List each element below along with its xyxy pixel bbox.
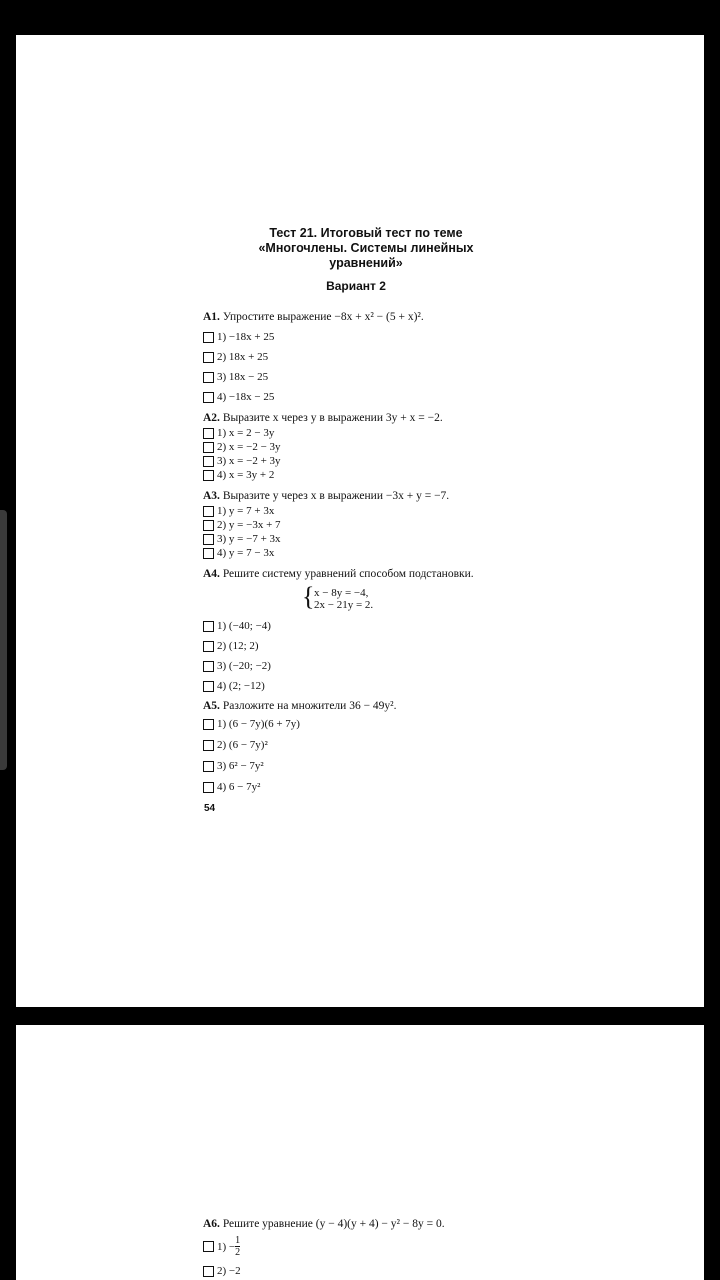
answer-option[interactable]	[203, 680, 265, 692]
option-label: 3) 18x − 25	[217, 371, 269, 383]
answer-option[interactable]	[203, 620, 271, 632]
option-label: 1) −18x + 25	[217, 331, 275, 343]
fraction-numerator: 1	[235, 1235, 241, 1246]
answer-option[interactable]	[203, 427, 274, 439]
answer-option[interactable]	[203, 660, 271, 672]
answer-option[interactable]	[203, 455, 281, 467]
option-label: 1) (−40; −4)	[217, 620, 271, 632]
question-text: Разложите на множители 36 − 49y².	[222, 700, 397, 712]
answer-option[interactable]	[203, 640, 259, 652]
scanned-page-1	[16, 35, 704, 1007]
option-label: 2) x = −2 − 3y	[217, 441, 281, 453]
question-id: A5.	[203, 700, 220, 712]
test-title-line-1: Тест 21. Итоговый тест по теме	[269, 226, 463, 240]
answer-option[interactable]	[203, 371, 268, 383]
equation-line-1: x − 8y = −4,	[314, 587, 369, 599]
question-id: A2.	[203, 412, 220, 424]
variant-heading: Вариант 2	[326, 279, 386, 293]
answer-option[interactable]	[203, 505, 274, 517]
option-label: 4) −18x − 25	[217, 391, 275, 403]
checkbox[interactable]	[203, 520, 214, 531]
checkbox[interactable]	[203, 470, 214, 481]
answer-option[interactable]	[203, 739, 268, 751]
answer-option[interactable]	[203, 351, 268, 363]
option-label: 1) y = 7 + 3x	[217, 505, 275, 517]
answer-option[interactable]	[203, 519, 281, 531]
answer-option[interactable]	[203, 547, 274, 559]
question-id: A4.	[203, 568, 220, 580]
checkbox[interactable]	[203, 740, 214, 751]
checkbox[interactable]	[203, 372, 214, 383]
answer-option[interactable]	[203, 1235, 240, 1258]
equation-system	[302, 582, 374, 611]
question-text: Решите уравнение (y − 4)(y + 4) − y² − 8y = 0.	[222, 1218, 445, 1230]
checkbox[interactable]	[203, 661, 214, 672]
checkbox[interactable]	[203, 1266, 214, 1277]
answer-option[interactable]	[203, 1265, 241, 1277]
question-text: Упростите выражение −8x + x² − (5 + x)².	[222, 311, 424, 323]
test-title-line-2: «Многочлены. Системы линейных	[258, 241, 474, 255]
question-id: A6.	[203, 1218, 220, 1230]
scanned-page-2	[16, 1025, 704, 1280]
equation-line-2: 2x − 21y = 2.	[314, 599, 374, 611]
question-id: A1.	[203, 311, 220, 323]
question-a3	[203, 490, 449, 502]
option-label: 2) y = −3x + 7	[217, 519, 281, 531]
fraction-denominator: 2	[235, 1247, 241, 1258]
checkbox[interactable]	[203, 782, 214, 793]
question-a4	[203, 568, 474, 580]
checkbox[interactable]	[203, 428, 214, 439]
option-label: 2) (12; 2)	[217, 640, 259, 652]
option-label: 3) y = −7 + 3x	[217, 533, 281, 545]
answer-option[interactable]	[203, 760, 264, 772]
option-label: 2) (6 − 7y)²	[217, 739, 268, 751]
checkbox[interactable]	[203, 621, 214, 632]
answer-option[interactable]	[203, 331, 274, 343]
option-label: 1) x = 2 − 3y	[217, 427, 275, 439]
option-label: 1) −	[217, 1240, 236, 1253]
answer-option[interactable]	[203, 781, 260, 793]
checkbox[interactable]	[203, 548, 214, 559]
question-a2	[203, 412, 443, 424]
checkbox[interactable]	[203, 506, 214, 517]
option-label: 4) y = 7 − 3x	[217, 547, 275, 559]
option-label: 4) 6 − 7y²	[217, 781, 261, 793]
fraction	[235, 1235, 240, 1258]
option-label: 2) 18x + 25	[217, 351, 269, 363]
page-number: 54	[204, 803, 216, 814]
option-label: 1) (6 − 7y)(6 + 7y)	[217, 718, 300, 730]
question-a5	[203, 700, 397, 712]
checkbox[interactable]	[203, 352, 214, 363]
option-label: 4) x = 3y + 2	[217, 469, 275, 481]
answer-option[interactable]	[203, 533, 281, 545]
answer-option[interactable]	[203, 469, 274, 481]
question-id: A3.	[203, 490, 220, 502]
checkbox[interactable]	[203, 534, 214, 545]
checkbox[interactable]	[203, 719, 214, 730]
question-text: Выразите x через y в выражении 3y + x = −2.	[222, 412, 443, 424]
checkbox[interactable]	[203, 681, 214, 692]
test-title-line-3: уравнений»	[329, 256, 403, 270]
option-label: 4) (2; −12)	[217, 680, 265, 692]
question-text: Выразите y через x в выражении −3x + y = −7.	[222, 490, 450, 502]
answer-option[interactable]	[203, 441, 281, 453]
option-label: 2) −2	[217, 1265, 241, 1277]
question-text: Решите систему уравнений способом подстановки.	[222, 568, 474, 580]
option-label: 3) (−20; −2)	[217, 660, 271, 672]
brace-symbol: {	[302, 582, 315, 611]
question-a6	[203, 1218, 445, 1230]
checkbox[interactable]	[203, 456, 214, 467]
scroll-handle[interactable]	[0, 510, 7, 770]
checkbox[interactable]	[203, 761, 214, 772]
checkbox[interactable]	[203, 332, 214, 343]
question-a1	[203, 311, 424, 323]
checkbox[interactable]	[203, 442, 214, 453]
checkbox[interactable]	[203, 1241, 214, 1252]
option-label: 3) 6² − 7y²	[217, 760, 264, 772]
answer-option[interactable]	[203, 391, 274, 403]
checkbox[interactable]	[203, 641, 214, 652]
answer-option[interactable]	[203, 718, 300, 730]
option-label: 3) x = −2 + 3y	[217, 455, 281, 467]
checkbox[interactable]	[203, 392, 214, 403]
